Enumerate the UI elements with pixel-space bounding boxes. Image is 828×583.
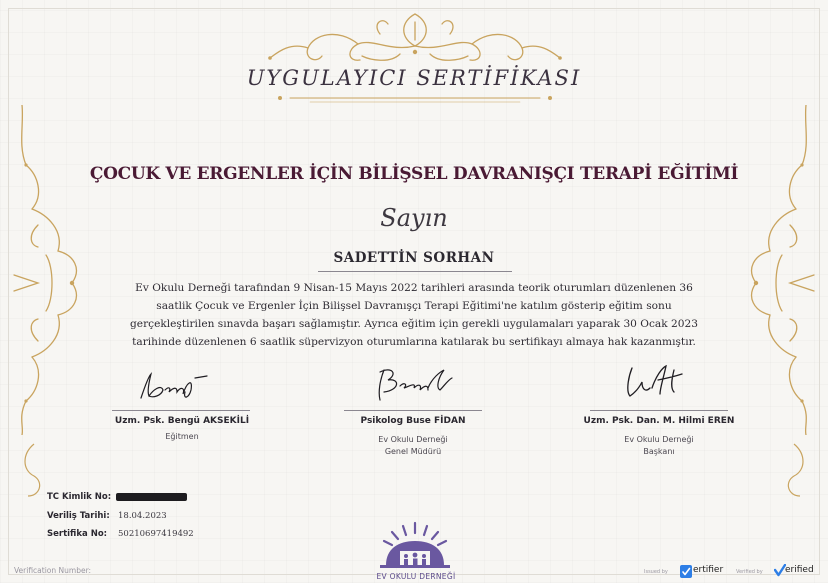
certificate-body [105,279,723,351]
left-ornament [8,105,98,435]
signatory-role [559,434,759,458]
signature-2-image [370,364,460,404]
signature-1-image [135,368,215,404]
body-line: gerçekleştirilen sınavda başarı sağlamıştır. Ayrıca eğitim için gerekli uygulamaları yaparak 30 Ocak 2023 [130,318,698,330]
signature-line [112,410,250,411]
verification-number-label: Verification Number: [14,566,92,575]
signatory-role-line: Ev Okulu Derneği [378,435,448,444]
verified-by-label: Verified by [736,569,763,575]
signature-line [344,410,482,411]
certificate-number-value: 50210697419492 [118,529,194,539]
certifier-check-icon [680,565,692,578]
signatory-role [313,434,513,458]
signature-3-image [618,362,698,404]
signatory-name: Uzm. Psk. Bengü AKSEKİLİ [114,416,250,426]
recipient-name: SADETTİN SORHAN [333,250,495,266]
tc-kimlik-label: TC Kimlik No: [47,492,112,502]
issue-date-value: 18.04.2023 [118,511,167,521]
signatory-role-line: Genel Müdürü [384,447,442,456]
certificate-number-label: Sertifika No: [47,529,108,539]
verifier-brand: erified [785,565,814,575]
signatory-role [82,431,282,443]
program-title: ÇOCUK VE ERGENLER İÇİN BİLİŞSEL DAVRANIŞÇI TERAPİ EĞİTİMİ [89,164,739,184]
ev-okulu-logo [370,519,460,571]
issue-date-label: Veriliş Tarihi: [47,511,110,521]
logo-text: EV OKULU DERNEĞİ [376,572,456,581]
recipient-underline [318,271,512,272]
salutation: Sayın [380,204,448,232]
issued-by-label: Issued by [644,569,668,575]
signatory-name: Psikolog Buse FİDAN [360,416,466,426]
body-line: saatlik Çocuk ve Ergenler İçin Bilişsel Davranışçı Terapi Eğitimi'ne katılım gösterip eğitim sonu [156,300,672,312]
signature-line [590,410,728,411]
body-line: tarihinde düzenlenen 6 saatlik süpervizyon oturumlarına katılarak bu sertifikayı almaya hak kazanmıştır. [132,336,696,348]
signatory-name: Uzm. Psk. Dan. M. Hilmi EREN [583,416,735,426]
top-ornament [250,8,580,110]
signatory-role-line: Başkanı [643,447,675,456]
signatory-role-line: Ev Okulu Derneği [624,435,694,444]
signatory-role-line: Eğitmen [165,432,199,441]
right-ornament [730,105,820,435]
bottom-right-ornament [774,440,814,500]
body-line: Ev Okulu Derneği tarafından 9 Nisan-15 Mayıs 2022 tarihleri arasında teorik oturumları düzenlenen 36 [135,282,693,294]
certificate-type-title: UYGULAYICI SERTİFİKASI [246,66,582,90]
bottom-left-ornament [14,440,54,500]
redacted-tc-number [116,493,187,501]
issuer-brand: ertifier [693,565,724,575]
